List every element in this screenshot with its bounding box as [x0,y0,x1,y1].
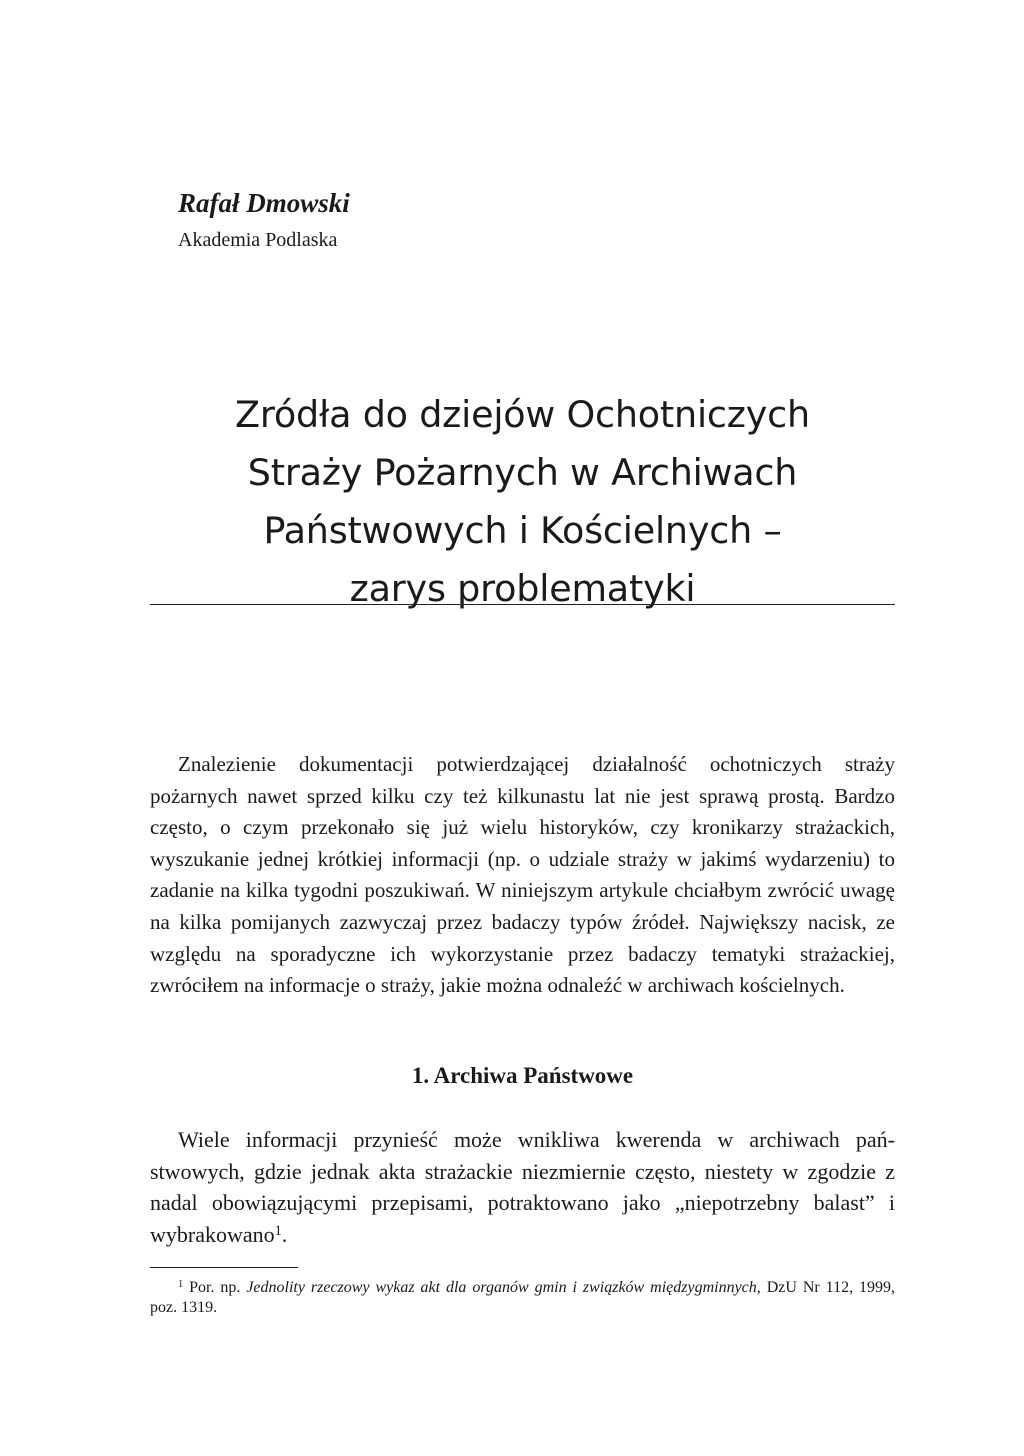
author-name: Rafał Dmowski [178,188,350,218]
section-heading: 1. Archiwa Państwowe [411,1063,634,1088]
footnote [150,1278,895,1318]
footnote-separator [150,1267,298,1268]
footnote-prefix: Por. np. [183,1279,247,1296]
footnote-suffix: DzU Nr 112, 1999, poz. 1319. [150,1279,896,1316]
article-title [150,386,895,618]
intro-paragraph: Znalezienie dokumentacji potwierdzającej działalność ochotniczych straży pożarnych nawet sprzed kilku czy też kilkunastu lat nie jest sprawą prostą. Bardzo często, o czym przekonało się już wielu historyków, czy kronikarzy strażackich, wyszukanie jednej krótkiej informacji (np. o udziale straży w jakimś wydarzeniu) to zadanie na kilka tygodni poszukiwań. W niniejszym artykule chciałbym zwrócić uwagę na kilka pomijanych zazwyczaj przez badaczy typów źródeł. Największy nacisk, ze względu na sporadyczne ich wykorzystanie przez badaczy tematyki strażackiej, zwróciłem na informacje o straży, jakie można odnaleźć w archiwach kościelnych. [150,752,895,998]
section-paragraph-text: Wiele informacji przynieść może wnikliwa kwerenda w archiwach państwowych, gdzie jednak akta strażackie niezmiernie często, niestety w zgodzie z nadal obowiązującymi przepisami, potraktowano jako „niepotrzebny balast” i wybrakowano [150,1127,895,1247]
footnote-number: 1 [178,1279,184,1291]
title-underline [150,604,895,605]
author-affiliation: Akademia Podlaska [178,229,338,251]
footnote-reference: 1 [274,1223,282,1240]
section-paragraph: Wiele informacji przynieść może wnikliwa kwerenda w archiwach państwowych, gdzie jednak akta strażackie niezmiernie często, niestety w zgodzie z nadal obowiązującymi przepisami, potraktowano jako „niepotrzebny balast” i wybrakowano$^1$. [150,1127,895,1247]
title-line: Straży Pożarnych w Archiwach [247,451,798,494]
title-line: zarys problematyki [349,567,696,610]
title-line: Państwowych i Kościelnych – [263,509,782,552]
footnote-cited-title: Jednolity rzeczowy wykaz akt dla organów gmin i związków międzygminnych, [246,1279,761,1296]
title-line: Zródła do dziejów Ochotniczych [235,393,810,436]
